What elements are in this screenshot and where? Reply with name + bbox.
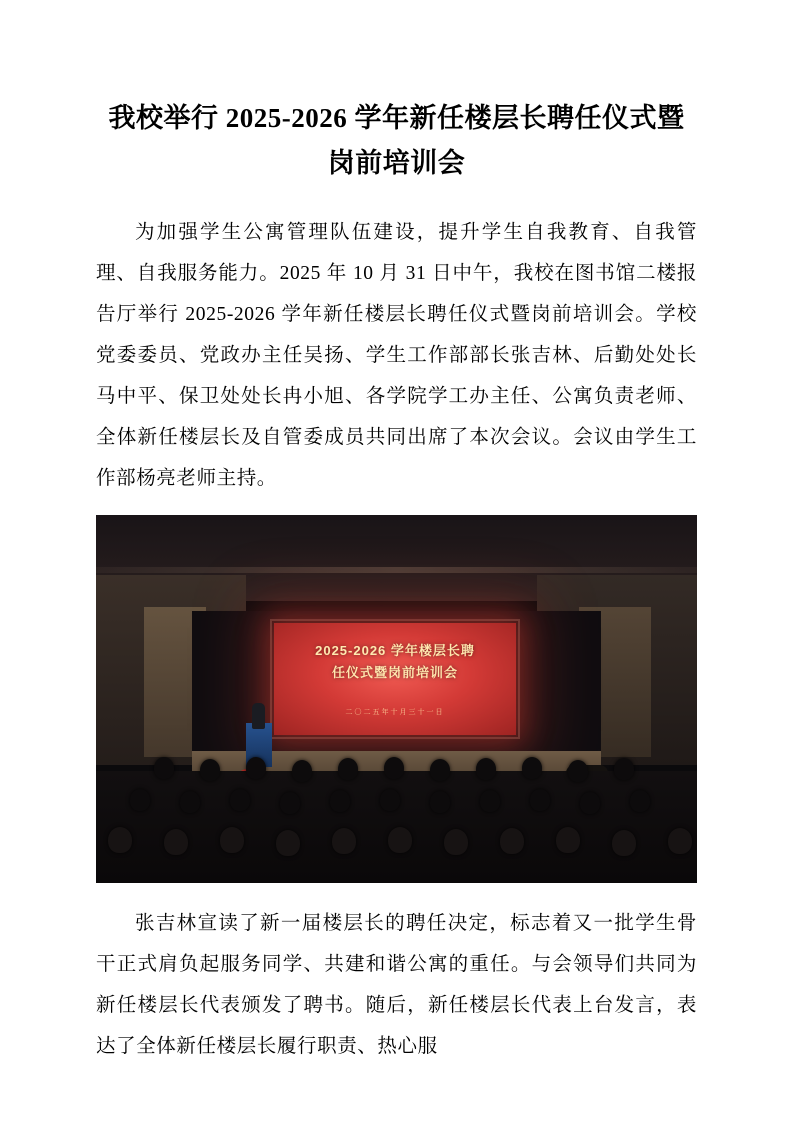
photo-ceiling-light bbox=[96, 567, 697, 573]
screen-subtitle: 二〇二五年十月三十一日 bbox=[345, 709, 445, 716]
photo-seat-row bbox=[96, 757, 697, 791]
photo-audience-area bbox=[96, 771, 697, 883]
photo-projection-screen bbox=[274, 623, 516, 735]
photo-seat-row bbox=[96, 789, 697, 823]
photo-speaker-person bbox=[252, 703, 265, 729]
conference-photo bbox=[96, 515, 697, 883]
screen-title-line2: 任仪式暨岗前培训会 bbox=[331, 665, 458, 680]
paragraph-1: 为加强学生公寓管理队伍建设，提升学生自我教育、自我管理、自我服务能力。2025 年 10 月 31 日中午，我校在图书馆二楼报告厅举行 2025-2026 学年新任楼层长聘任仪式暨岗前培训会。学校党委委员、党政办主任吴扬、学生工作部部长张吉林、后勤处处长马中平、保卫处处长冉小旭、各学院学工办主任、公寓负责老师、全体新任楼层长及自管委成员共同出席了本次会议。会议由学生工作部杨亮老师主持。 bbox=[96, 222, 697, 489]
paragraph-2: 张吉林宣读了新一届楼层长的聘任决定，标志着又一批学生骨干正式肩负起服务同学、共建和谐公寓的重任。与会领导们共同为新任楼层长代表颁发了聘书。随后，新任楼层长代表上台发言，表达了全体新任楼层长履行职责、热心服 bbox=[96, 913, 697, 1057]
screen-title-line1: 2025-2026 学年楼层长聘 bbox=[315, 643, 475, 658]
page-title: 我校举行 2025-2026 学年新任楼层长聘任仪式暨岗前培训会 bbox=[108, 103, 685, 178]
article-figure bbox=[96, 515, 697, 883]
photo-seat-row bbox=[96, 827, 697, 861]
